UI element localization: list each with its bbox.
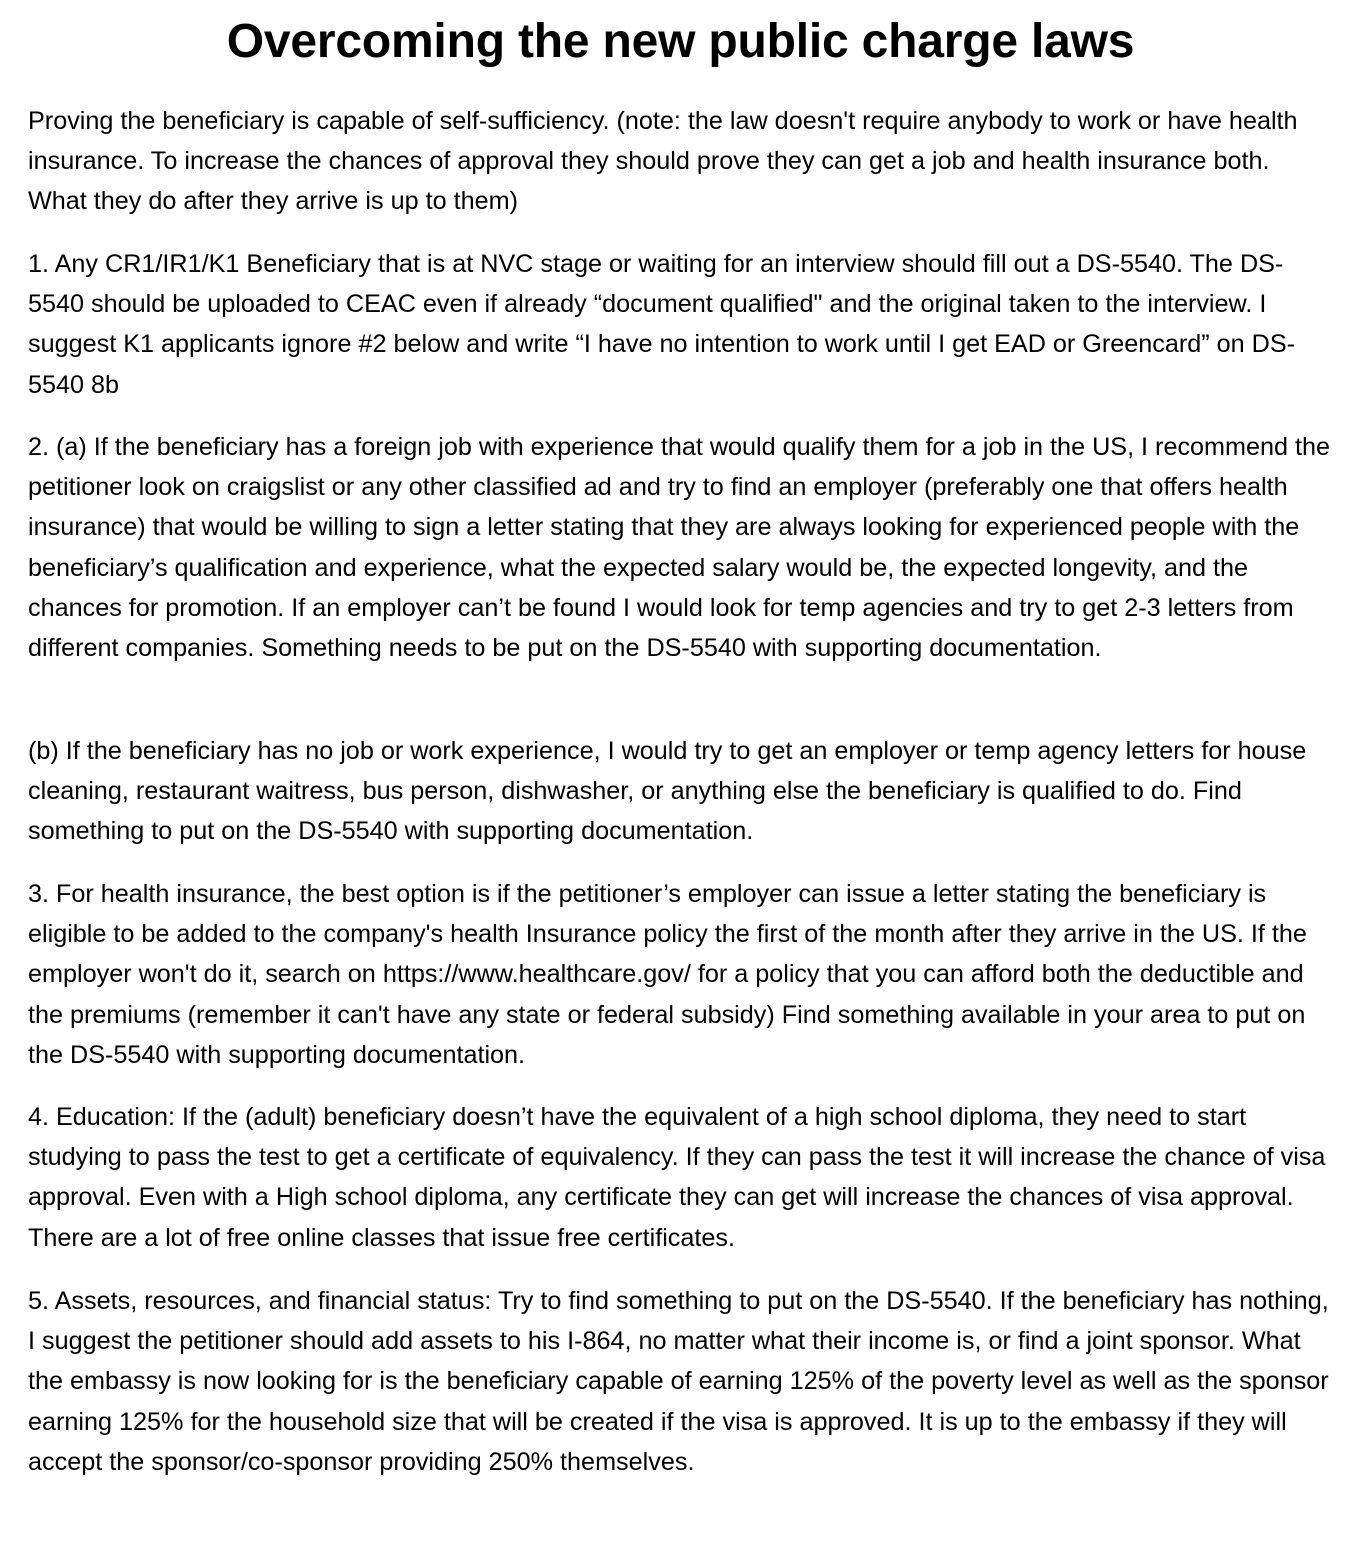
item-2b-paragraph: (b) If the beneficiary has no job or work experience, I would try to get an employer or temp agency letters for house cleaning, restaurant waitress, bus person, dishwasher, or anything else the beneficiary is qualified to do. Find something to put on the DS-5540 with supporting documentation.: [28, 737, 1307, 846]
item-4-paragraph: 4. Education: If the (adult) beneficiary doesn’t have the equivalent of a high school diploma, they need to start studying to pass the test to get a certificate of equivalency. If they can pass the test it will increase the chance of visa approval. Even with a High school diploma, any certificate they can get will increase the chances of visa approval. There are a lot of free online classes that issue free certificates.: [28, 1103, 1326, 1252]
item-3-paragraph: 3. For health insurance, the best option is if the petitioner’s employer can issue a letter stating the beneficiary is eligible to be added to the company's health Insurance policy the first of the month after they arrive in the US. If the employer won't do it, search on https://www.healthcare.gov/ for a policy that you can afford both the deductible and the premiums (remember it can't have any state or federal subsidy) Find something available in your area to put on the DS-5540 with supporting documentation.: [28, 880, 1307, 1069]
item-1-paragraph: 1. Any CR1/IR1/K1 Beneficiary that is at NVC stage or waiting for an interview should fill out a DS-5540. The DS-5540 should be uploaded to CEAC even if already “document qualified" and the original taken to the interview. I suggest K1 applicants ignore #2 below and write “I have no intention to work until I get EAD or Greencard” on DS-5540 8b: [28, 250, 1296, 399]
intro-paragraph: Proving the beneficiary is capable of self-sufficiency. (note: the law doesn't require anybody to work or have health insurance. To increase the chances of approval they should prove they can get a job and health insurance both. What they do after they arrive is up to them): [28, 107, 1298, 216]
item-5-paragraph: 5. Assets, resources, and financial status: Try to find something to put on the DS-5540. If the beneficiary has nothing, I suggest the petitioner should add assets to his I-864, no matter what their income is, or find a joint sponsor. What the embassy is now looking for is the beneficiary capable of earning 125% of the poverty level as well as the sponsor earning 125% for the household size that will be created if the visa is approved. It is up to the embassy if they will accept the sponsor/co-sponsor providing 250% themselves.: [28, 1287, 1329, 1476]
item-2a-paragraph: 2. (a) If the beneficiary has a foreign job with experience that would qualify them for a job in the US, I recommend the petitioner look on craigslist or any other classified ad and try to find an employer (preferably one that offers health insurance) that would be willing to sign a letter stating that they are always looking for experienced people with the beneficiary’s qualification and experience, what the expected salary would be, the expected longevity, and the chances for promotion. If an employer can’t be found I would look for temp agencies and try to get 2-3 letters from different companies. Something needs to be put on the DS-5540 with supporting documentation.: [28, 433, 1331, 663]
page-title: Overcoming the new public charge laws: [226, 15, 1135, 68]
